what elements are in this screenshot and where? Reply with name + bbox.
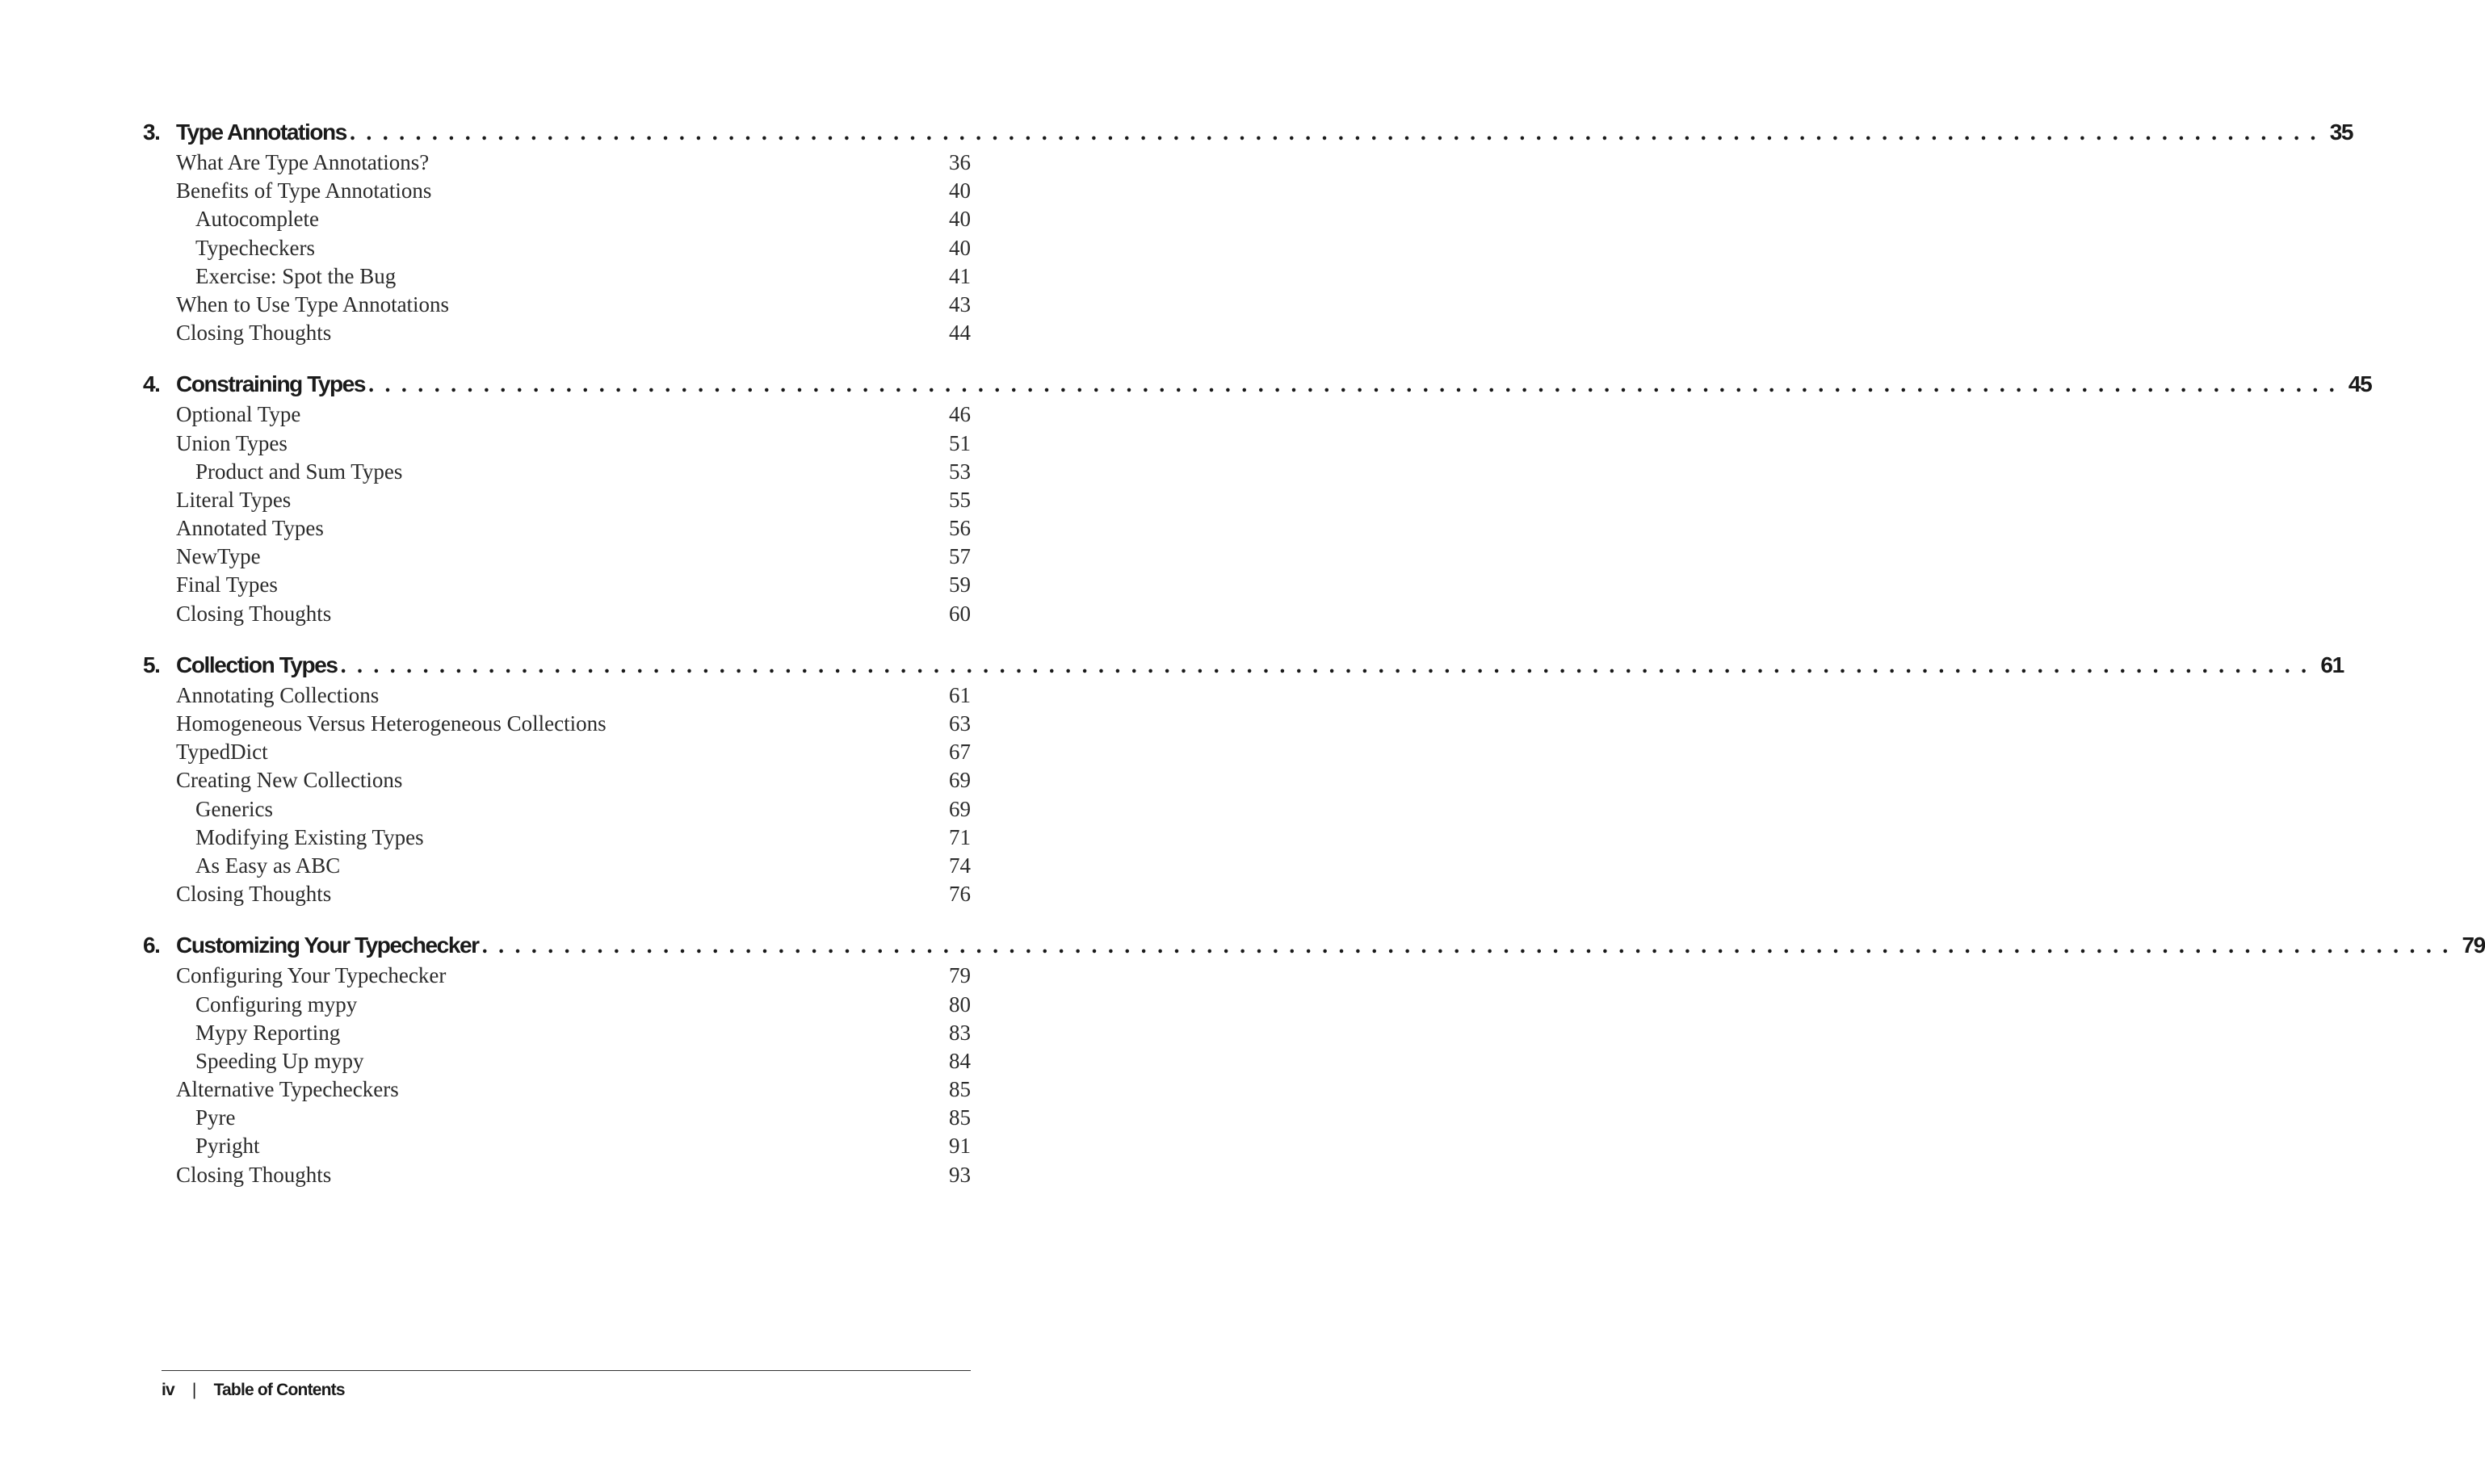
chapter-page-number: 35 (2329, 119, 2353, 145)
entry-page-number: 44 (949, 321, 971, 346)
chapter-page-number: 79 (2462, 933, 2485, 958)
toc-section-entry[interactable] (176, 963, 971, 991)
toc-section-entry[interactable] (176, 1163, 971, 1191)
toc-subsection-entry[interactable] (176, 797, 971, 825)
toc-section-entry[interactable] (176, 544, 971, 572)
entry-label: Pyright (195, 1134, 260, 1159)
entry-page-number: 40 (949, 207, 971, 232)
toc-section-entry[interactable] (176, 402, 971, 430)
entry-label: Closing Thoughts (176, 1162, 332, 1187)
toc-subsection-entry[interactable] (176, 1105, 971, 1134)
chapter-title: Type Annotations (176, 119, 346, 145)
entry-page-number: 61 (949, 682, 971, 707)
entry-label: Configuring Your Typechecker (176, 963, 447, 988)
entry-page-number: 83 (949, 1020, 971, 1045)
entry-page-number: 40 (949, 235, 971, 260)
chapter-heading[interactable] (143, 119, 2353, 150)
entry-label: Closing Thoughts (176, 882, 332, 907)
footer-page-number: iv (162, 1381, 174, 1399)
entry-page-number: 57 (949, 544, 971, 569)
entry-page-number: 91 (949, 1134, 971, 1159)
toc-subsection-entry[interactable] (176, 992, 971, 1021)
dot-leader: . . . . . . . . . . . . . . . . . . . . . . . . . . . . . . . . . . . . . . . . . . . . . . . . . . . . . . . . . . . . . . . . . . . . . . . . . . . . . . . . . . . . . . . . . . . . . . . . . . . . . . . . . . . . . . . . . . . . . . . . (368, 372, 2337, 398)
entry-page-number: 76 (949, 882, 971, 907)
table-of-contents (143, 119, 2485, 1214)
chapter-title: Customizing Your Typechecker (176, 933, 479, 958)
toc-section-entry[interactable] (176, 488, 971, 516)
entry-label: TypedDict (176, 740, 268, 765)
entry-label: NewType (176, 544, 261, 569)
toc-subsection-entry[interactable] (176, 1049, 971, 1077)
entry-label: Union Types (176, 430, 288, 455)
entry-label: Homogeneous Versus Heterogeneous Collections (176, 711, 607, 736)
chapter-number: 3. (143, 119, 160, 145)
dot-leader: . . . . . . . . . . . . . . . . . . . . . . . . . . . . . . . . . . . . . . . . . . . . . . . . . . . . . . . . . . . . . . . . . . . . . . . . . . . . . . . . . . . . . . . . . . . . . . . . . . . . . . . . . . . . . . . . . . . . . . . . (349, 120, 2319, 145)
entry-page-number: 51 (949, 430, 971, 455)
entry-label: Exercise: Spot the Bug (195, 263, 397, 288)
toc-section-entry[interactable] (176, 768, 971, 796)
chapter-title: Constraining Types (176, 371, 366, 397)
entry-page-number: 85 (949, 1105, 971, 1130)
entry-label: Product and Sum Types (195, 459, 403, 484)
entry-label: Configuring mypy (195, 991, 358, 1017)
entry-page-number: 80 (949, 991, 971, 1017)
toc-section-entry[interactable] (176, 1077, 971, 1105)
entry-label: Alternative Typecheckers (176, 1077, 399, 1102)
entry-page-number: 63 (949, 711, 971, 736)
entry-label: Pyre (195, 1105, 236, 1130)
entry-label: Typecheckers (195, 235, 316, 260)
toc-section-entry[interactable] (176, 711, 971, 740)
toc-section-entry[interactable] (176, 431, 971, 459)
entry-label: Annotating Collections (176, 682, 380, 707)
entry-label: Optional Type (176, 402, 301, 427)
chapter-title: Collection Types (176, 652, 338, 677)
page-footer (162, 1370, 971, 1400)
entry-label: What Are Type Annotations? (176, 150, 430, 174)
entry-label: Benefits of Type Annotations (176, 178, 432, 203)
chapter-section (143, 652, 2344, 911)
footer-line (162, 1381, 971, 1400)
chapter-heading[interactable] (143, 371, 2372, 402)
toc-subsection-entry[interactable] (176, 207, 971, 235)
chapter-section (143, 119, 2353, 349)
entry-label: Closing Thoughts (176, 321, 332, 346)
entry-label: When to Use Type Annotations (176, 291, 450, 317)
toc-section-entry[interactable] (176, 150, 971, 178)
dot-leader: . . . . . . . . . . . . . . . . . . . . . . . . . . . . . . . . . . . . . . . . . . . . . . . . . . . . . . . . . . . . . . . . . . . . . . . . . . . . . . . . . . . . . . . . . . . . . . . . . . . . . . . . . . . . . . . . . . . . . . . . (340, 652, 2310, 678)
entry-page-number: 71 (949, 824, 971, 849)
toc-subsection-entry[interactable] (176, 1021, 971, 1049)
entry-page-number: 40 (949, 178, 971, 203)
toc-section-entry[interactable] (176, 292, 971, 321)
chapter-section (143, 371, 2372, 630)
toc-section-entry[interactable] (176, 740, 971, 768)
toc-section-entry[interactable] (176, 321, 971, 349)
toc-subsection-entry[interactable] (176, 853, 971, 882)
entry-label: Generics (195, 796, 273, 821)
toc-subsection-entry[interactable] (176, 825, 971, 853)
toc-subsection-entry[interactable] (176, 264, 971, 292)
entry-page-number: 43 (949, 291, 971, 317)
chapter-number: 6. (143, 933, 160, 958)
entry-label: Annotated Types (176, 516, 324, 541)
entry-label: Final Types (176, 572, 278, 597)
toc-section-entry[interactable] (176, 602, 971, 630)
entry-page-number: 79 (949, 963, 971, 988)
entry-page-number: 55 (949, 487, 971, 512)
entry-label: As Easy as ABC (195, 853, 341, 878)
chapter-page-number: 45 (2348, 371, 2372, 397)
chapter-number: 4. (143, 371, 160, 397)
toc-section-entry[interactable] (176, 683, 971, 711)
entry-page-number: 93 (949, 1162, 971, 1187)
toc-section-entry[interactable] (176, 516, 971, 544)
entry-label: Literal Types (176, 487, 292, 512)
chapter-heading[interactable] (143, 933, 2485, 963)
entry-label: Creating New Collections (176, 768, 403, 793)
entry-page-number: 74 (949, 853, 971, 878)
chapter-page-number: 61 (2320, 652, 2344, 677)
toc-section-entry[interactable] (176, 572, 971, 601)
entry-label: Closing Thoughts (176, 601, 332, 626)
toc-subsection-entry[interactable] (176, 236, 971, 264)
entry-page-number: 69 (949, 768, 971, 793)
entry-page-number: 36 (949, 150, 971, 174)
entry-page-number: 60 (949, 601, 971, 626)
toc-subsection-entry[interactable] (176, 459, 971, 488)
entry-page-number: 67 (949, 740, 971, 765)
chapter-heading[interactable] (143, 652, 2344, 683)
toc-section-entry[interactable] (176, 178, 971, 207)
entry-page-number: 84 (949, 1048, 971, 1073)
footer-separator: | (191, 1381, 196, 1399)
entry-label: Speeding Up mypy (195, 1048, 364, 1073)
toc-section-entry[interactable] (176, 882, 971, 910)
chapter-section (143, 933, 2485, 1191)
entry-page-number: 69 (949, 796, 971, 821)
entry-page-number: 41 (949, 263, 971, 288)
footer-rule (162, 1370, 971, 1371)
entry-label: Modifying Existing Types (195, 824, 424, 849)
entry-page-number: 85 (949, 1077, 971, 1102)
dot-leader: . . . . . . . . . . . . . . . . . . . . . . . . . . . . . . . . . . . . . . . . . . . . . . . . . . . . . . . . . . . . . . . . . . . . . . . . . . . . . . . . . . . . . . . . . . . . . . . . . . . . . . . . . . . . . . . . . . . . . . . . (481, 933, 2451, 959)
entry-label: Autocomplete (195, 207, 319, 232)
chapter-number: 5. (143, 652, 160, 677)
entry-label: Mypy Reporting (195, 1020, 341, 1045)
entry-page-number: 59 (949, 572, 971, 597)
toc-subsection-entry[interactable] (176, 1134, 971, 1162)
entry-page-number: 53 (949, 459, 971, 484)
entry-page-number: 56 (949, 516, 971, 541)
entry-page-number: 46 (949, 402, 971, 427)
footer-section-title: Table of Contents (213, 1381, 345, 1399)
